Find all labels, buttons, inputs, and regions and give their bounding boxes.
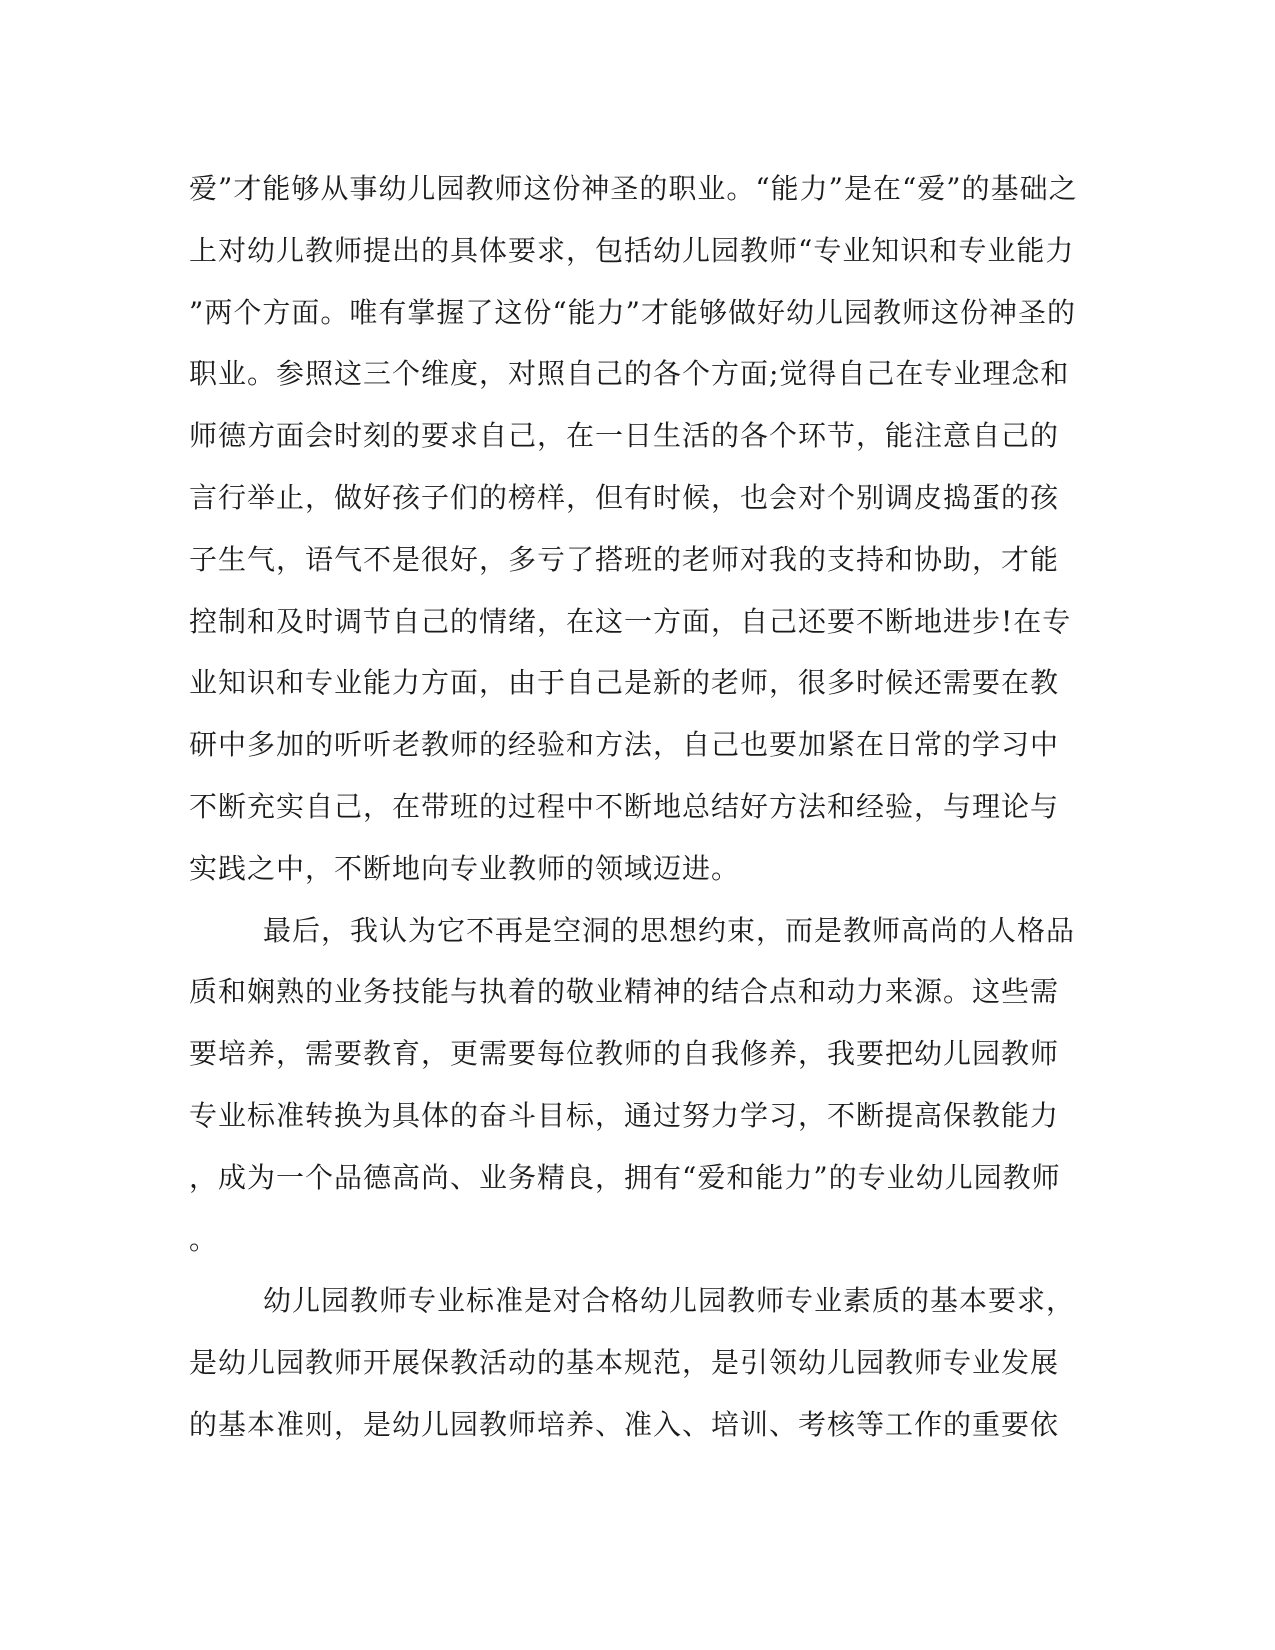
text-line: 师德方面会时刻的要求自己，在一日生活的各个环节，能注意自己的 [189, 419, 1060, 453]
text-line: 的基本准则，是幼儿园教师培养、准入、培训、考核等工作的重要依 [189, 1407, 1060, 1441]
text-line: 上对幼儿教师提出的具体要求，包括幼儿园教师“专业知识和专业能力 [189, 233, 1075, 267]
text-line: 研中多加的听听老教师的经验和方法，自己也要加紧在日常的学习中 [189, 728, 1060, 762]
text-line: 控制和及时调节自己的情绪，在这一方面，自己还要不断地进步!在专 [189, 604, 1072, 638]
text-line: 专业标准转换为具体的奋斗目标，通过努力学习，不断提高保教能力 [189, 1098, 1060, 1132]
text-line: 子生气，语气不是很好，多亏了搭班的老师对我的支持和协助，才能 [189, 542, 1060, 576]
text-line: 爱”才能够从事幼儿园教师这份神圣的职业。“能力”是在“爱”的基础之 [189, 172, 1078, 205]
text-line: 职业。参照这三个维度，对照自己的各个方面;觉得自己在专业理念和 [189, 357, 1070, 391]
text-line: 。 [189, 1222, 219, 1256]
paragraph-start-line: 最后，我认为它不再是空洞的思想约束，而是教师高尚的人格品 [263, 913, 1076, 947]
text-line: ，成为一个品德高尚、业务精良，拥有“爱和能力”的专业幼儿园教师 [189, 1160, 1061, 1194]
document-body [189, 158, 1078, 1456]
text-line: ”两个方面。唯有掌握了这份“能力”才能够做好幼儿园教师这份神圣的 [189, 295, 1076, 329]
text-line: 言行举止，做好孩子们的榜样，但有时候，也会对个别调皮捣蛋的孩 [189, 480, 1060, 514]
text-line: 不断充实自己，在带班的过程中不断地总结好方法和经验，与理论与 [189, 789, 1060, 823]
text-line: 实践之中，不断地向专业教师的领域迈进。 [189, 851, 741, 885]
paragraph-start-line: 幼儿园教师专业标准是对合格幼儿园教师专业素质的基本要求， [263, 1284, 1076, 1318]
text-line: 是幼儿园教师开展保教活动的基本规范，是引领幼儿园教师专业发展 [189, 1346, 1060, 1380]
text-line: 要培养，需要教育，更需要每位教师的自我修养，我要把幼儿园教师 [189, 1037, 1060, 1071]
text-line: 业知识和专业能力方面，由于自己是新的老师，很多时候还需要在教 [189, 666, 1060, 700]
text-line: 质和娴熟的业务技能与执着的敬业精神的结合点和动力来源。这些需 [189, 975, 1060, 1009]
